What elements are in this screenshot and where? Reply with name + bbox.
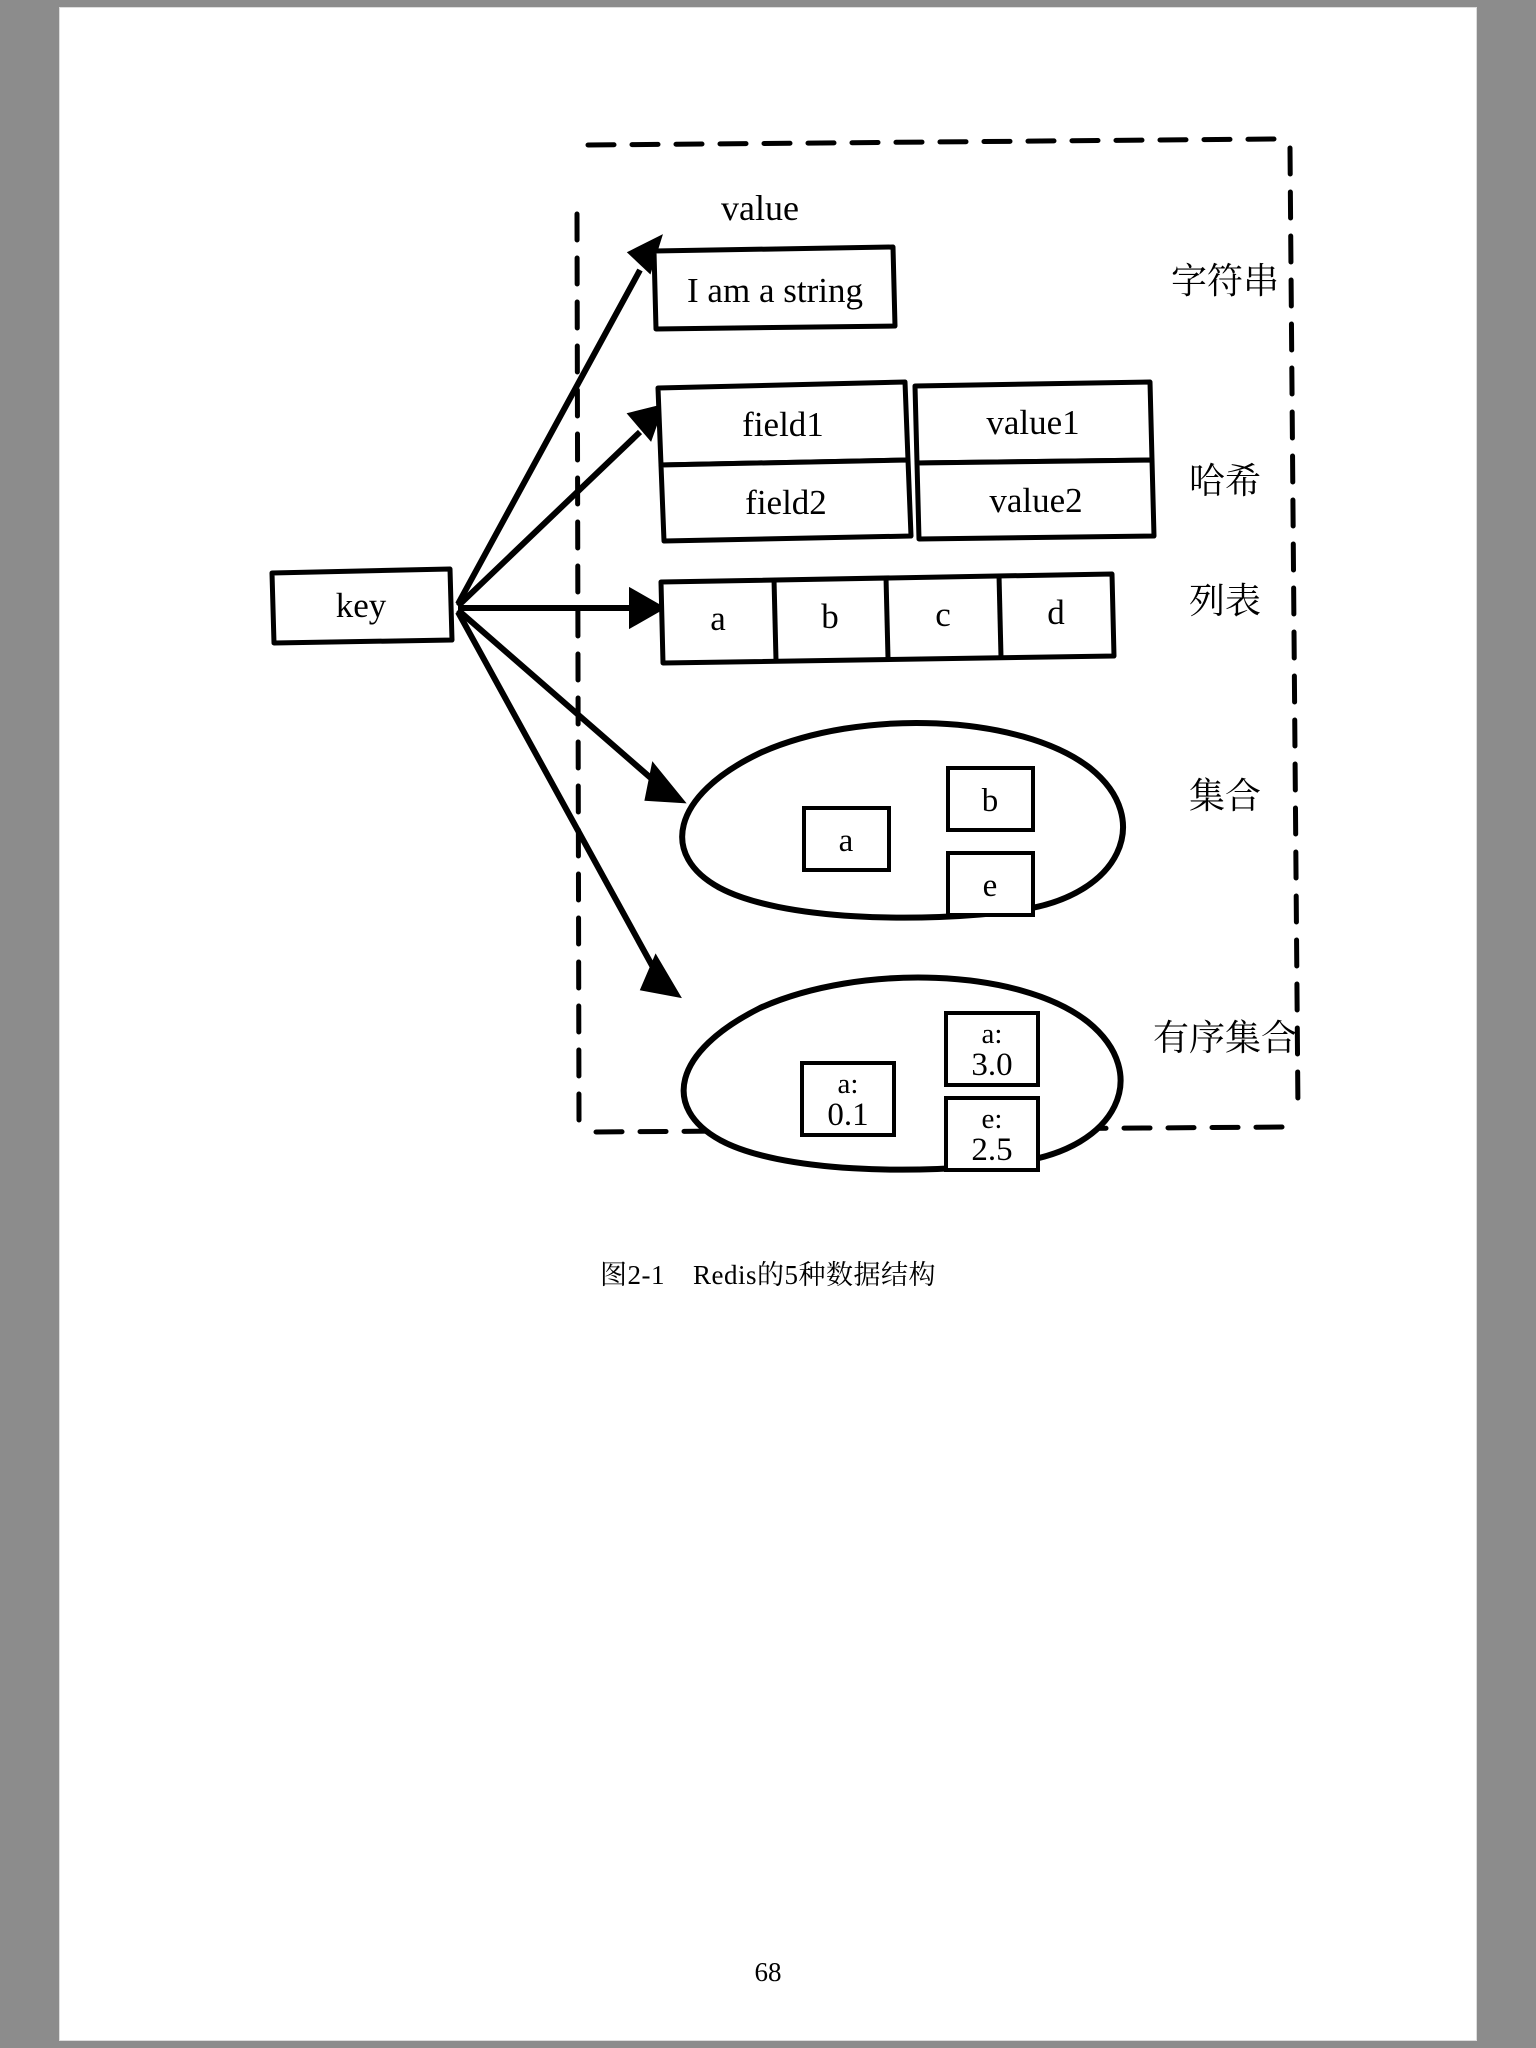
string-value-box <box>654 247 895 329</box>
list-item-label: b <box>821 597 839 636</box>
string-type-label: 字符串 <box>1170 261 1280 302</box>
document-page <box>60 8 1476 2040</box>
set-item-label: b <box>981 783 999 819</box>
hash-type-label: 哈希 <box>1188 461 1262 502</box>
figure-redis-data-structures <box>60 8 1476 1248</box>
list-type-label: 列表 <box>1188 581 1262 622</box>
hash-structure <box>658 382 1154 541</box>
list-structure <box>661 574 1114 663</box>
key-box-label: key <box>335 586 387 625</box>
list-item-label: c <box>935 595 951 634</box>
zset-structure <box>684 978 1121 1170</box>
zset-score-label: 0.1 <box>827 1097 869 1133</box>
zset-score-label: 2.5 <box>971 1132 1013 1168</box>
key-node <box>272 569 452 643</box>
hash-field-label: field1 <box>742 405 824 444</box>
hash-value-label: value1 <box>986 403 1080 442</box>
zset-type-label: 有序集合 <box>1152 1018 1298 1059</box>
set-type-label: 集合 <box>1188 776 1262 817</box>
figure-caption <box>60 1253 1476 1292</box>
figure-caption-text: Redis的5种数据结构 <box>692 1260 936 1290</box>
set-structure <box>682 723 1123 918</box>
string-value-label: I am a string <box>687 271 863 310</box>
figure-canvas <box>60 8 1476 1248</box>
arrow-group <box>458 240 680 994</box>
hash-value-label: value2 <box>989 481 1083 520</box>
figure-caption-label: 图2-1 <box>599 1260 665 1290</box>
zset-member-label: a: <box>837 1068 859 1100</box>
set-item-label: a <box>838 823 854 859</box>
list-item-label: d <box>1047 593 1065 632</box>
list-item-label: a <box>710 599 726 638</box>
page-number: 68 <box>754 1957 782 1987</box>
value-header-label: value <box>721 188 799 228</box>
set-item-label: e <box>982 868 998 904</box>
zset-member-label: e: <box>981 1103 1003 1135</box>
hash-field-label: field2 <box>745 483 827 522</box>
zset-member-label: a: <box>981 1018 1003 1050</box>
zset-score-label: 3.0 <box>971 1047 1013 1083</box>
